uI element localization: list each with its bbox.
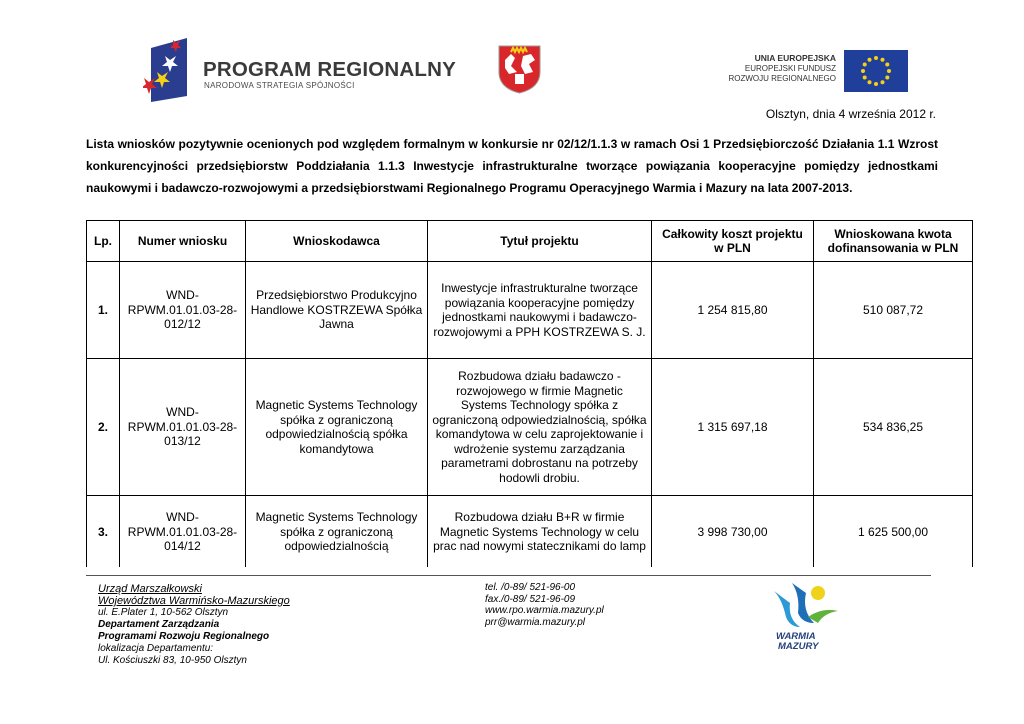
footer-divider <box>86 575 931 576</box>
office-line-2: Województwa Warmińsko-Mazurskiego <box>98 595 290 607</box>
table-viewport <box>80 215 980 567</box>
cell-numer: WND-RPWM.01.01.03-28-012/12 <box>120 262 246 359</box>
phone: tel. /0-89/ 521-96-00 <box>485 582 576 593</box>
cell-tytul: Inwestycje infrastrukturalne tworzące powiązania kooperacyjne pomiędzy jednostkami naukowymi i badawczo-rozwojowymi a PPH KOSTRZEWA S. J. <box>428 262 652 359</box>
eu-line-1: UNIA EUROPEJSKA <box>754 53 836 63</box>
wm-logo-line-1: WARMIA <box>776 631 816 642</box>
cell-kwota: 534 836,25 <box>814 359 973 496</box>
wm-logo-line-2: MAZURY <box>778 641 819 652</box>
header-lp: Lp. <box>87 221 120 262</box>
cell-koszt: 1 315 697,18 <box>652 359 814 496</box>
warmia-mazury-logo <box>768 577 846 655</box>
cell-numer: WND-RPWM.01.01.03-28-013/12 <box>120 359 246 496</box>
header-koszt: Całkowity koszt projektu w PLN <box>652 221 814 262</box>
website-link[interactable]: www.rpo.warmia.mazury.pl <box>485 605 604 616</box>
cell-koszt: 1 254 815,80 <box>652 262 814 359</box>
header-wnioskodawca: Wnioskodawca <box>246 221 428 262</box>
star-flag-icon <box>143 38 203 102</box>
eu-flag-icon <box>844 50 908 92</box>
header-numer: Numer wniosku <box>120 221 246 262</box>
table-row <box>87 496 973 568</box>
cell-koszt: 3 998 730,00 <box>652 496 814 568</box>
eu-line-3: ROZWOJU REGIONALNEGO <box>728 74 836 83</box>
cell-wnioskodawca: Magnetic Systems Technology spółka z ograniczoną odpowiedzialnością <box>246 496 428 568</box>
department-line-2: Programami Rozwoju Regionalnego <box>98 631 270 642</box>
cell-kwota: 1 625 500,00 <box>814 496 973 568</box>
fax: fax./0-89/ 521-96-09 <box>485 593 576 605</box>
department-line-1: Departament Zarządzania <box>98 619 220 630</box>
cell-tytul: Rozbudowa działu badawczo - rozwojowego w firmie Magnetic Systems Technology spółka z ograniczoną odpowiedzialnością, spółka komandytowa w celu zaprojektowanie i wdrożenie systemu zarządzania parametrami dobrostanu na potrzeby hodowli drobiu. <box>428 359 652 496</box>
location-address: Ul. Kościuszki 83, 10-950 Olsztyn <box>98 655 247 666</box>
cell-lp: 3. <box>87 496 120 568</box>
header-kwota: Wnioskowana kwota dofinansowania w PLN <box>814 221 973 262</box>
intro-paragraph: Lista wniosków pozytywnie ocenionych pod względem formalnym w konkursie nr 02/12/1.1.3 w ramach Osi 1 Przedsiębiorczość Działania 1.1 Wzrost konkurencyjności przedsiębiorstw Poddziałania 1.1.3 Inwestycje infrastrukturalne tworzące powiązania kooperacyjne pomiędzy jednostkami naukowymi i badawczo-rozwojowymi a przedsiębiorstwami Regionalnego Programu Operacyjnego Warmia i Mazury na lata 2007-2013. <box>86 137 938 195</box>
cell-kwota: 510 087,72 <box>814 262 973 359</box>
program-title: PROGRAM REGIONALNY <box>203 58 457 81</box>
grants-table <box>86 220 973 567</box>
cell-wnioskodawca: Przedsiębiorstwo Produkcyjno Handlowe KOSTRZEWA Spółka Jawna <box>246 262 428 359</box>
table-row <box>87 359 973 496</box>
program-regionalny-logo <box>143 38 457 102</box>
program-subtitle: NARODOWA STRATEGIA SPÓJNOŚCI <box>204 81 355 90</box>
footer-contact-block <box>485 582 604 628</box>
eu-logo <box>728 50 908 92</box>
cell-wnioskodawca: Magnetic Systems Technology spółka z ograniczoną odpowiedzialnością spółka komandytowa <box>246 359 428 496</box>
eu-line-2: EUROPEJSKI FUNDUSZ <box>744 64 836 73</box>
cell-tytul: Rozbudowa działu B+R w firmie Magnetic Systems Technology w celu prac nad nowymi statecznikami do lamp <box>428 496 652 568</box>
header-tytul: Tytuł projektu <box>428 221 652 262</box>
cell-numer: WND-RPWM.01.01.03-28-014/12 <box>120 496 246 568</box>
date-line: Olsztyn, dnia 4 września 2012 r. <box>765 107 936 121</box>
cell-lp: 1. <box>87 262 120 359</box>
footer-address-block <box>98 583 290 667</box>
table-header-row <box>87 221 973 262</box>
office-line-1: Urząd Marszałkowski <box>98 583 202 595</box>
email-link[interactable]: prr@warmia.mazury.pl <box>485 616 585 628</box>
coat-of-arms-icon <box>497 44 542 94</box>
warmia-mazury-icon <box>768 577 846 655</box>
location-label: lokalizacja Departamentu: <box>98 643 214 654</box>
office-address: ul. E.Plater 1, 10-562 Olsztyn <box>98 607 229 618</box>
cell-lp: 2. <box>87 359 120 496</box>
table-row <box>87 262 973 359</box>
